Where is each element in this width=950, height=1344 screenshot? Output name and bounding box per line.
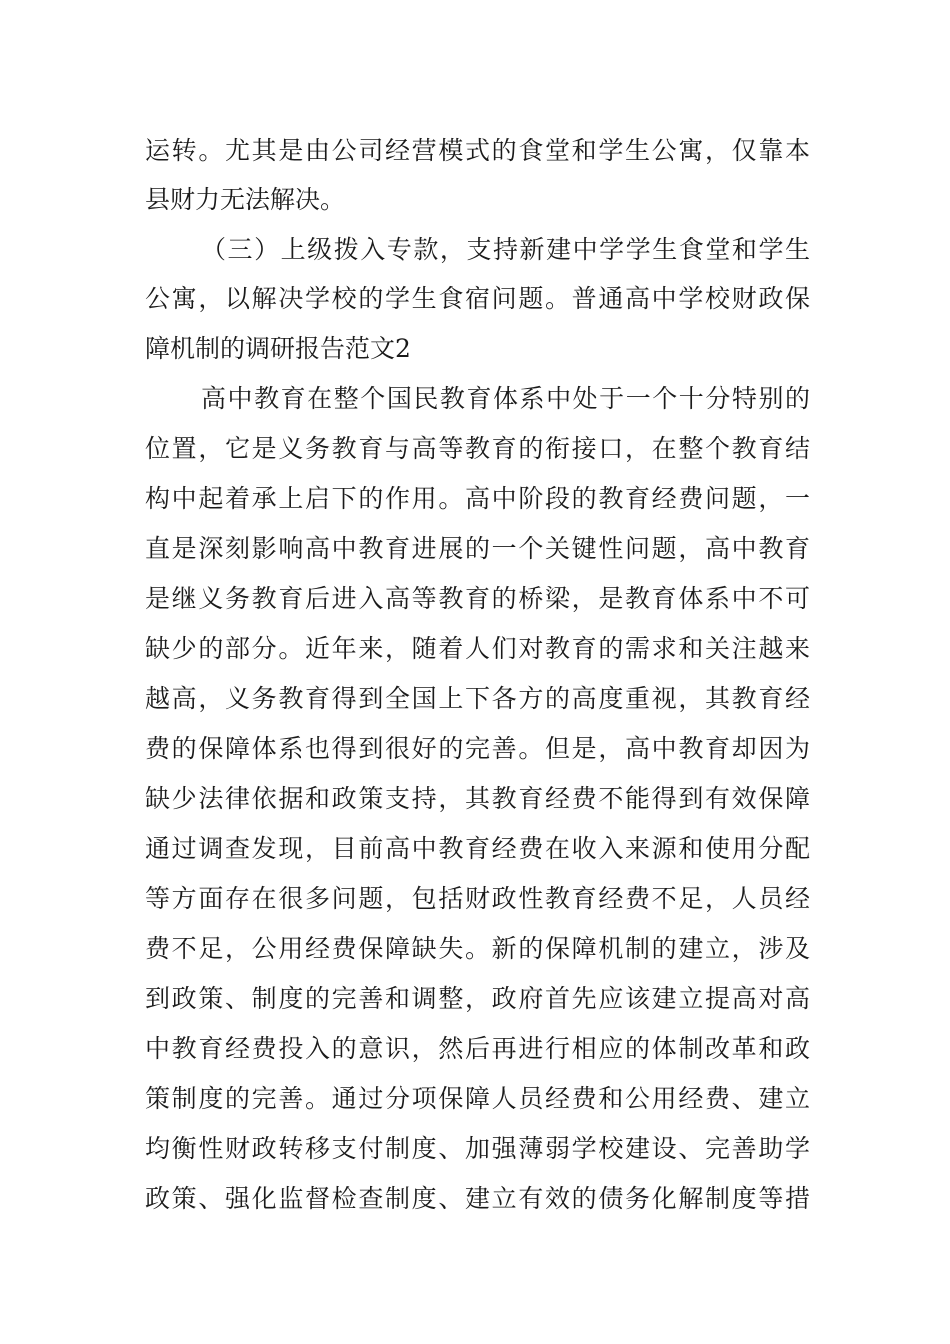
text-line: 等方面存在很多问题，包括财政性教育经费不足，人员经 [145, 884, 810, 913]
text-line: 高中教育在整个国民教育体系中处于一个十分特别的 [201, 384, 810, 413]
text-line: 到政策、制度的完善和调整，政府首先应该建立提高对高 [145, 984, 810, 1013]
text-line: 通过调查发现，目前高中教育经费在收入来源和使用分配 [145, 834, 810, 863]
text-line: 缺少的部分。近年来，随着人们对教育的需求和关注越来 [145, 634, 810, 663]
text-line: 县财力无法解决。 [145, 185, 346, 214]
text-line: 构中起着承上启下的作用。高中阶段的教育经费问题，一 [145, 484, 810, 513]
text-line: 障机制的调研报告范文2 [145, 334, 411, 363]
text-line: 是继义务教育后进入高等教育的桥梁，是教育体系中不可 [145, 584, 810, 613]
text-line: 公寓，以解决学校的学生食宿问题。普通高中学校财政保 [145, 284, 810, 313]
text-line: 策制度的完善。通过分项保障人员经费和公用经费、建立 [145, 1084, 810, 1113]
text-line: 缺少法律依据和政策支持，其教育经费不能得到有效保障 [145, 784, 810, 813]
text-line: 费的保障体系也得到很好的完善。但是，高中教育却因为 [145, 734, 810, 763]
text-line: 费不足，公用经费保障缺失。新的保障机制的建立，涉及 [145, 934, 810, 963]
text-line: 政策、强化监督检查制度、建立有效的债务化解制度等措 [145, 1184, 810, 1213]
text-line: 位置，它是义务教育与高等教育的衔接口，在整个教育结 [145, 434, 810, 463]
text-line: 运转。尤其是由公司经营模式的食堂和学生公寓，仅靠本 [145, 136, 810, 165]
text-line: 直是深刻影响高中教育进展的一个关键性问题，高中教育 [145, 534, 810, 563]
text-line: （三）上级拨入专款，支持新建中学学生食堂和学生 [201, 235, 810, 264]
text-line: 均衡性财政转移支付制度、加强薄弱学校建设、完善助学 [145, 1134, 810, 1163]
text-line: 越高，义务教育得到全国上下各方的高度重视，其教育经 [145, 684, 810, 713]
text-line: 中教育经费投入的意识，然后再进行相应的体制改革和政 [145, 1034, 810, 1063]
